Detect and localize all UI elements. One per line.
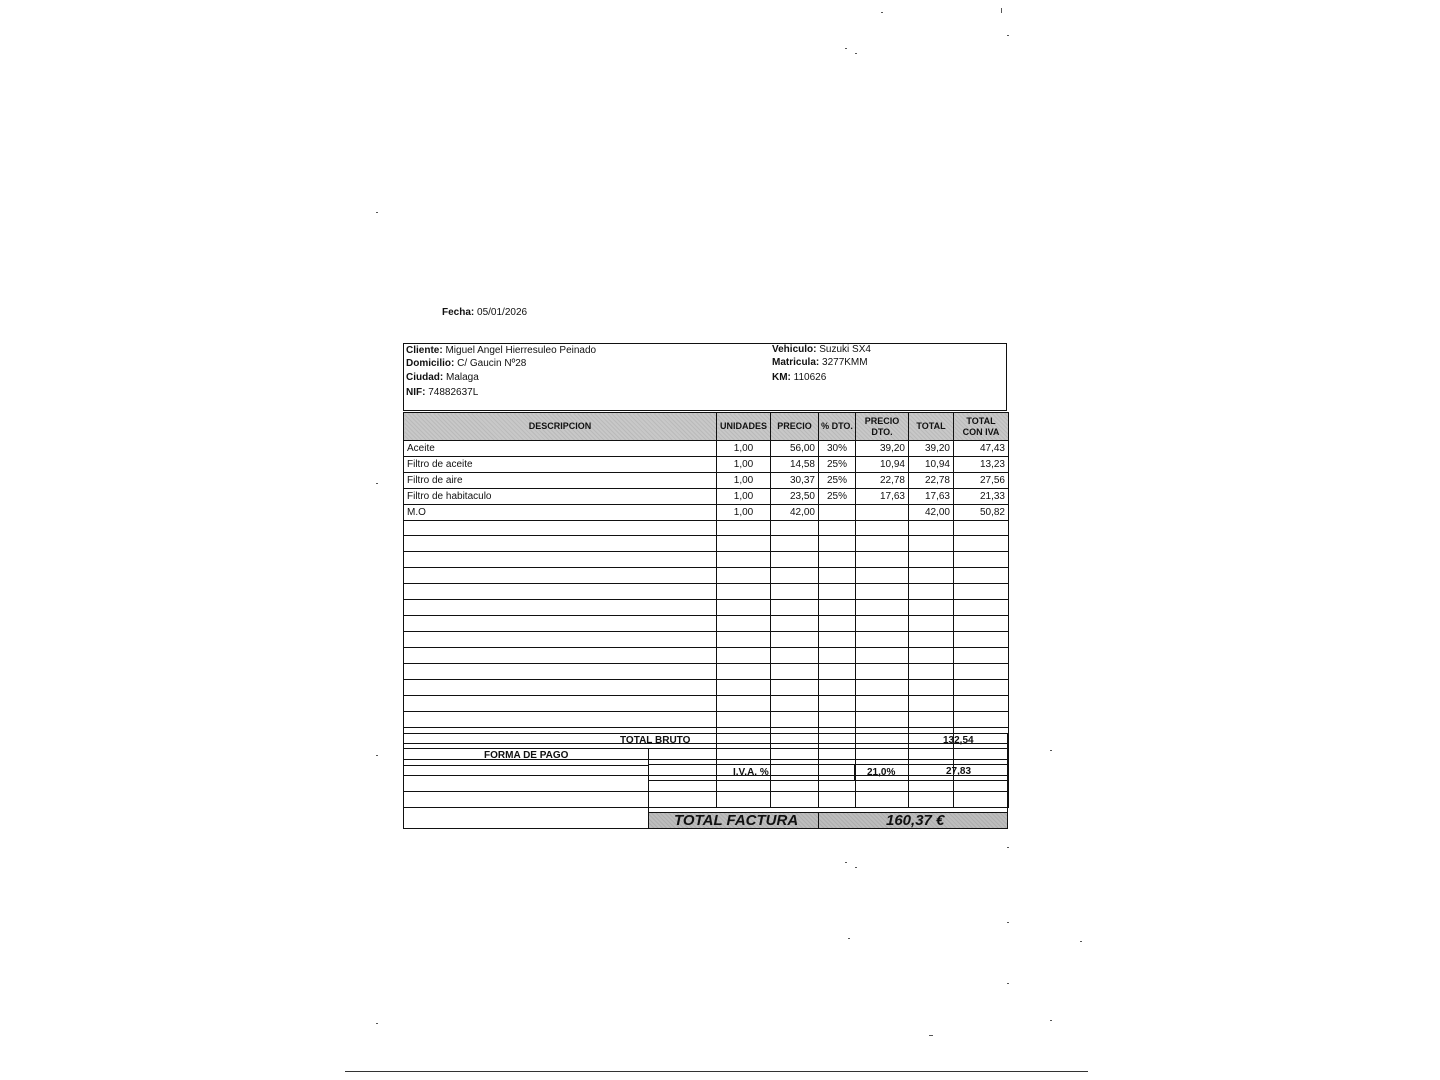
scan-speck: [376, 1023, 378, 1024]
cell-precio-dto: 39,20: [856, 441, 909, 457]
cell-descripcion: [404, 696, 717, 712]
cell-unidades: [717, 696, 771, 712]
cell-descripcion: [404, 536, 717, 552]
table-row: [404, 457, 1009, 473]
iva-spacer-row: [648, 748, 1008, 765]
cell-dto: [819, 584, 856, 600]
matricula-label: Matricula:: [772, 357, 820, 368]
cell-total: [909, 664, 954, 680]
cell-total-iva: [954, 712, 1009, 728]
cell-precio: [771, 600, 819, 616]
iva-value: 27,83: [946, 766, 972, 777]
table-row: [404, 505, 1009, 521]
table-row: [404, 441, 1009, 457]
cell-precio-dto: [856, 712, 909, 728]
cell-total: [909, 712, 954, 728]
scan-speck: [376, 483, 378, 484]
cell-unidades: [717, 712, 771, 728]
cell-total: [909, 521, 954, 536]
cell-total-iva: 27,56: [954, 473, 1009, 489]
page-bottom-rule: [345, 1071, 1088, 1072]
cell-unidades: [717, 584, 771, 600]
cell-dto: [819, 696, 856, 712]
empty-table-row: [404, 536, 1009, 552]
cell-total: 39,20: [909, 441, 954, 457]
cell-dto: [819, 712, 856, 728]
empty-table-row: [404, 568, 1009, 584]
cell-precio: [771, 696, 819, 712]
cell-total-iva: 47,43: [954, 441, 1009, 457]
cell-total-iva: 50,82: [954, 505, 1009, 521]
header-total-iva: TOTAL CON IVA: [954, 413, 1009, 441]
cell-total-iva: [954, 521, 1009, 536]
km-line: [772, 372, 826, 383]
cell-total-iva: [954, 600, 1009, 616]
cell-precio-dto: [856, 552, 909, 568]
table-row: [404, 473, 1009, 489]
scan-speck: [376, 212, 378, 213]
cell-unidades: [717, 680, 771, 696]
cell-dto: 25%: [819, 473, 856, 489]
header-descripcion: DESCRIPCION: [404, 413, 717, 441]
cell-total: [909, 584, 954, 600]
scan-speck: [881, 12, 883, 13]
cell-unidades: [717, 568, 771, 584]
scan-speck: [929, 1035, 933, 1036]
cell-precio-dto: 22,78: [856, 473, 909, 489]
cell-precio-dto: [856, 680, 909, 696]
total-factura-label-cell: [648, 812, 819, 829]
total-bruto-label-cell: [403, 733, 909, 749]
scan-speck: [855, 53, 857, 54]
cell-precio: 42,00: [771, 505, 819, 521]
cell-descripcion: [404, 680, 717, 696]
cell-dto: [819, 568, 856, 584]
cell-unidades: [717, 552, 771, 568]
cell-descripcion: [404, 600, 717, 616]
cell-precio: [771, 521, 819, 536]
empty-table-row: [404, 696, 1009, 712]
blank-total-row: [648, 780, 1008, 813]
cell-precio: [771, 536, 819, 552]
cell-unidades: 1,00: [717, 505, 771, 521]
scan-speck: [1050, 1020, 1052, 1021]
cell-unidades: [717, 664, 771, 680]
forma-pago-label: FORMA DE PAGO: [484, 750, 569, 761]
cell-total: [909, 616, 954, 632]
cell-precio-dto: [856, 568, 909, 584]
iva-label-cell: [648, 764, 855, 781]
cell-total: [909, 696, 954, 712]
cliente-value: Miguel Angel Hierresuleo Peinado: [445, 345, 597, 356]
fecha-value: 05/01/2026: [477, 307, 528, 318]
cell-descripcion: Filtro de aire: [404, 473, 717, 489]
cell-unidades: [717, 521, 771, 536]
cell-descripcion: [404, 712, 717, 728]
cell-total-iva: [954, 552, 1009, 568]
scan-speck: [848, 938, 850, 939]
cell-precio: [771, 552, 819, 568]
cliente-label: Cliente:: [406, 345, 443, 356]
iva-value-cell: [908, 764, 1008, 781]
plate-line: [772, 357, 868, 368]
scan-speck: [1007, 922, 1009, 923]
cell-total-iva: [954, 664, 1009, 680]
cell-descripcion: [404, 568, 717, 584]
cell-total-iva: [954, 648, 1009, 664]
cell-total: 10,94: [909, 457, 954, 473]
cell-total: [909, 568, 954, 584]
cell-descripcion: Filtro de habitaculo: [404, 489, 717, 505]
total-factura-value-cell: [818, 812, 1008, 829]
cell-unidades: 1,00: [717, 473, 771, 489]
cell-dto: [819, 648, 856, 664]
iva-pct-cell: [854, 764, 909, 781]
empty-table-row: [404, 600, 1009, 616]
cell-precio-dto: [856, 505, 909, 521]
cell-total-iva: [954, 680, 1009, 696]
vehiculo-value: Suzuki SX4: [819, 344, 871, 355]
cell-dto: [819, 632, 856, 648]
cell-descripcion: [404, 632, 717, 648]
total-bruto-value: 132,54: [943, 735, 974, 746]
scan-speck: [845, 48, 847, 49]
cell-dto: [819, 521, 856, 536]
ciudad-value: Malaga: [446, 372, 479, 383]
cell-descripcion: [404, 521, 717, 536]
cell-precio: [771, 616, 819, 632]
cell-precio-dto: [856, 696, 909, 712]
empty-table-row: [404, 648, 1009, 664]
cell-precio: [771, 568, 819, 584]
cell-unidades: 1,00: [717, 489, 771, 505]
cell-precio-dto: [856, 584, 909, 600]
cell-total: [909, 600, 954, 616]
scan-speck: [1007, 983, 1009, 984]
cell-precio-dto: [856, 648, 909, 664]
fecha-label: Fecha:: [442, 307, 475, 318]
cell-descripcion: Filtro de aceite: [404, 457, 717, 473]
cell-total-iva: [954, 584, 1009, 600]
scan-speck: [1007, 35, 1009, 36]
cell-unidades: [717, 536, 771, 552]
cell-total-iva: 13,23: [954, 457, 1009, 473]
empty-table-row: [404, 712, 1009, 728]
cell-descripcion: Aceite: [404, 441, 717, 457]
total-factura-value: 160,37 €: [886, 812, 945, 829]
header-precio-dto: PRECIO DTO.: [856, 413, 909, 441]
cell-total: [909, 632, 954, 648]
cell-precio: [771, 632, 819, 648]
client-address-line: [406, 358, 526, 369]
scan-speck: [1080, 941, 1082, 942]
scan-speck: [1001, 8, 1002, 13]
km-value: 110626: [793, 372, 827, 383]
totals-section: [403, 733, 1008, 829]
cell-total-iva: [954, 616, 1009, 632]
vehicle-line: [772, 344, 871, 355]
cell-descripcion: M.O: [404, 505, 717, 521]
table-row: [404, 489, 1009, 505]
cell-precio-dto: 17,63: [856, 489, 909, 505]
invoice-date: [442, 307, 527, 318]
iva-pct: 21,0%: [867, 767, 896, 778]
cell-dto: [819, 552, 856, 568]
cell-total: 22,78: [909, 473, 954, 489]
cell-precio-dto: [856, 600, 909, 616]
total-bruto-value-cell: [908, 733, 1008, 749]
scan-speck: [1050, 750, 1052, 751]
vehiculo-label: Vehiculo:: [772, 344, 817, 355]
empty-table-row: [404, 584, 1009, 600]
cell-precio-dto: [856, 616, 909, 632]
client-city-line: [406, 372, 479, 383]
matricula-value: 3277KMM: [822, 357, 868, 368]
cell-dto: [819, 680, 856, 696]
header-unidades: UNIDADES: [717, 413, 771, 441]
cell-precio-dto: [856, 536, 909, 552]
cell-descripcion: [404, 584, 717, 600]
scan-speck: [376, 755, 378, 756]
header-dto-pct: % DTO.: [819, 413, 856, 441]
cell-total: 17,63: [909, 489, 954, 505]
iva-label: I.V.A. %: [733, 767, 769, 778]
nif-label: NIF:: [406, 387, 426, 398]
cell-precio: [771, 584, 819, 600]
cell-total-iva: 21,33: [954, 489, 1009, 505]
header-total: TOTAL: [909, 413, 954, 441]
empty-table-row: [404, 616, 1009, 632]
cell-total-iva: [954, 568, 1009, 584]
header-precio: PRECIO: [771, 413, 819, 441]
cell-precio: [771, 648, 819, 664]
km-label: KM:: [772, 372, 791, 383]
cell-precio-dto: 10,94: [856, 457, 909, 473]
cell-unidades: 1,00: [717, 457, 771, 473]
cell-dto: 30%: [819, 441, 856, 457]
cell-descripcion: [404, 616, 717, 632]
cell-precio: 14,58: [771, 457, 819, 473]
total-factura-label: TOTAL FACTURA: [674, 812, 799, 829]
cell-descripcion: [404, 664, 717, 680]
cell-precio: [771, 664, 819, 680]
scan-speck: [1007, 847, 1009, 848]
client-name-line: [406, 345, 596, 356]
client-info-box: [403, 343, 1007, 411]
forma-pago-box: [403, 748, 649, 829]
cell-unidades: [717, 616, 771, 632]
cell-total-iva: [954, 536, 1009, 552]
cell-unidades: [717, 600, 771, 616]
empty-table-row: [404, 521, 1009, 536]
cell-total: 42,00: [909, 505, 954, 521]
cell-unidades: [717, 632, 771, 648]
cell-descripcion: [404, 552, 717, 568]
cell-precio: [771, 712, 819, 728]
cell-dto: [819, 616, 856, 632]
cell-precio-dto: [856, 632, 909, 648]
cell-total: [909, 680, 954, 696]
table-header-row: [404, 413, 1009, 441]
nif-value: 74882637L: [428, 387, 479, 398]
cell-precio: 23,50: [771, 489, 819, 505]
cell-precio: 56,00: [771, 441, 819, 457]
domicilio-label: Domicilio:: [406, 358, 455, 369]
cell-precio-dto: [856, 521, 909, 536]
ciudad-label: Ciudad:: [406, 372, 444, 383]
empty-table-row: [404, 632, 1009, 648]
cell-precio: [771, 680, 819, 696]
empty-table-row: [404, 552, 1009, 568]
cell-total: [909, 536, 954, 552]
cell-precio-dto: [856, 664, 909, 680]
cell-dto: [819, 505, 856, 521]
cell-total-iva: [954, 632, 1009, 648]
cell-precio: 30,37: [771, 473, 819, 489]
domicilio-value: C/ Gaucin Nº28: [457, 358, 527, 369]
cell-unidades: [717, 648, 771, 664]
client-nif-line: [406, 387, 478, 398]
total-bruto-label: TOTAL BRUTO: [620, 735, 691, 746]
cell-total: [909, 648, 954, 664]
forma-pago-divider: [404, 765, 649, 766]
cell-descripcion: [404, 648, 717, 664]
cell-dto: [819, 664, 856, 680]
cell-unidades: 1,00: [717, 441, 771, 457]
cell-dto: [819, 536, 856, 552]
empty-table-row: [404, 680, 1009, 696]
empty-table-row: [404, 664, 1009, 680]
scan-speck: [845, 862, 847, 863]
cell-total-iva: [954, 696, 1009, 712]
scan-speck: [855, 867, 857, 868]
cell-total: [909, 552, 954, 568]
cell-dto: 25%: [819, 489, 856, 505]
cell-dto: [819, 600, 856, 616]
cell-dto: 25%: [819, 457, 856, 473]
